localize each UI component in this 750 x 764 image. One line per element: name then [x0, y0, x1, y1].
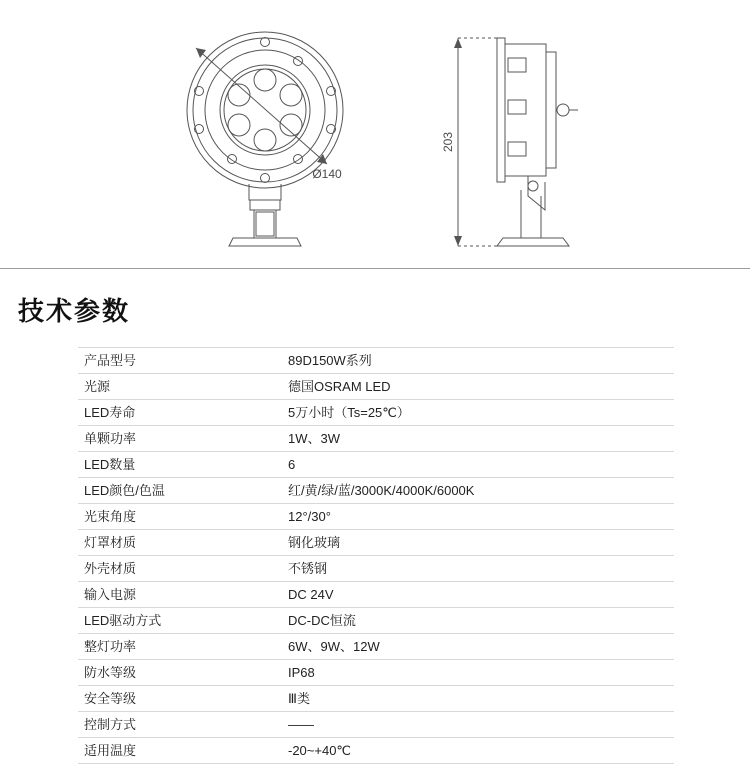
spec-value: 5万小时（Ts=25℃） — [276, 400, 674, 426]
front-diameter-dimension-label: Ø140 — [312, 167, 342, 181]
spec-value: DC-DC恒流 — [276, 608, 674, 634]
spec-value: 6 — [276, 452, 674, 478]
spec-value: DC 24V — [276, 582, 674, 608]
technical-drawing-svg — [0, 0, 750, 268]
table-row — [78, 504, 674, 530]
side-view-drawing — [454, 38, 578, 246]
table-row — [78, 400, 674, 426]
spec-key: 安全等级 — [78, 686, 276, 712]
spec-value: 89D150W系列 — [276, 348, 674, 374]
spec-value: 红/黄/绿/蓝/3000K/4000K/6000K — [276, 478, 674, 504]
spec-value: -20~+40℃ — [276, 738, 674, 764]
spec-key: 防水等级 — [78, 660, 276, 686]
table-row — [78, 582, 674, 608]
table-row — [78, 660, 674, 686]
table-row — [78, 712, 674, 738]
spec-key: LED寿命 — [78, 400, 276, 426]
spec-key: 光束角度 — [78, 504, 276, 530]
table-row — [78, 530, 674, 556]
spec-key: 整灯功率 — [78, 634, 276, 660]
spec-key: 适用温度 — [78, 738, 276, 764]
table-row — [78, 452, 674, 478]
spec-value: Ⅲ类 — [276, 686, 674, 712]
spec-table-body — [78, 348, 674, 764]
spec-title: 技术参数 — [18, 297, 131, 326]
spec-key: 灯罩材质 — [78, 530, 276, 556]
table-row — [78, 634, 674, 660]
spec-key: 输入电源 — [78, 582, 276, 608]
spec-key: LED驱动方式 — [78, 608, 276, 634]
spec-value: 12°/30° — [276, 504, 674, 530]
spec-value: 钢化玻璃 — [276, 530, 674, 556]
table-row — [78, 348, 674, 374]
table-row — [78, 374, 674, 400]
spec-value: 1W、3W — [276, 426, 674, 452]
spec-key: 光源 — [78, 374, 276, 400]
table-row — [78, 686, 674, 712]
spec-key: 单颗功率 — [78, 426, 276, 452]
spec-key: 外壳材质 — [78, 556, 276, 582]
spec-value: IP68 — [276, 660, 674, 686]
spec-value: 德国OSRAM LED — [276, 374, 674, 400]
spec-key: 控制方式 — [78, 712, 276, 738]
table-row — [78, 478, 674, 504]
side-height-dimension-label: 203 — [441, 131, 455, 153]
table-row — [78, 426, 674, 452]
spec-section — [0, 268, 750, 758]
spec-table — [78, 347, 674, 764]
spec-value: 6W、9W、12W — [276, 634, 674, 660]
table-row — [78, 556, 674, 582]
table-row — [78, 738, 674, 764]
technical-drawing-area — [0, 0, 750, 268]
table-row — [78, 608, 674, 634]
spec-key: LED颜色/色温 — [78, 478, 276, 504]
spec-key: LED数量 — [78, 452, 276, 478]
spec-value: —— — [276, 712, 674, 738]
spec-value: 不锈钢 — [276, 556, 674, 582]
front-view-drawing — [187, 32, 343, 246]
spec-key: 产品型号 — [78, 348, 276, 374]
